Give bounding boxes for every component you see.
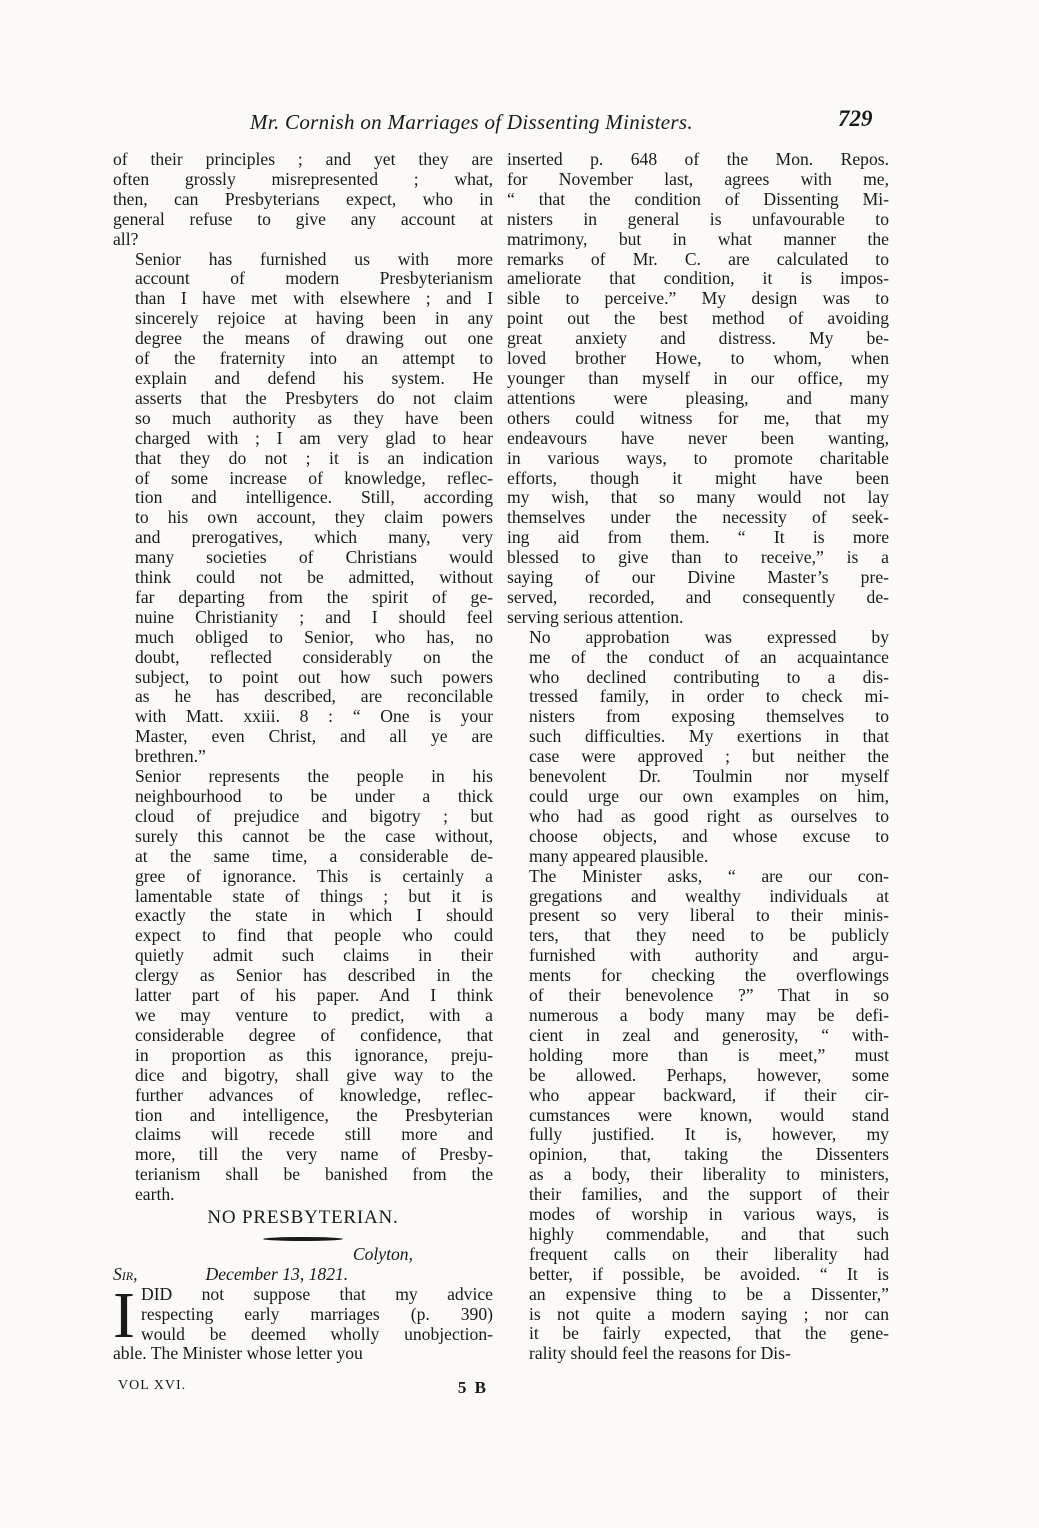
text-line: tressed family, in order to check mi- xyxy=(529,686,889,707)
text-line: cumstances were known, would stand xyxy=(529,1104,889,1125)
text-line: choose objects, and whose excuse to xyxy=(529,825,889,846)
text-line: loved brother Howe, to whom, when xyxy=(507,348,889,369)
text-line: sincerely rejoice at having been in any xyxy=(135,308,493,329)
text-line: “ that the condition of Dissenting Mi- xyxy=(507,188,889,209)
text-line: my wish, that so many would not lay xyxy=(507,487,889,508)
text-line: could urge our own examples on him, xyxy=(529,786,889,806)
letter-paragraph xyxy=(113,1278,493,1365)
text-line: neighbourhood to be under a thick xyxy=(135,786,493,806)
text-line: further advances of knowledge, reflec- xyxy=(135,1084,493,1105)
text-line: exactly the state in which I should xyxy=(135,905,493,926)
text-line: cloud of prejudice and bigotry ; but xyxy=(135,805,493,826)
text-line: account of modern Presbyterianism xyxy=(135,268,493,289)
text-line: lamentable state of things ; but it is xyxy=(135,885,493,906)
text-line: we may venture to predict, with a xyxy=(135,1004,493,1025)
text-line: their families, and the support of their xyxy=(529,1184,889,1205)
text-line: so much authority as they have been xyxy=(135,407,493,428)
text-line: expect to find that people who could xyxy=(135,925,493,946)
text-line: asserts that the Presbyters do not claim xyxy=(135,387,493,408)
text-line: inserted p. 648 of the Mon. Repos. xyxy=(507,149,889,169)
text-line: that they do not ; it is an indication xyxy=(135,447,493,468)
right-paragraph-3 xyxy=(507,867,889,1365)
text-line: me of the conduct of an acquaintance xyxy=(529,646,889,667)
signature-no-presbyterian: NO PRESBYTERIAN. xyxy=(207,1207,399,1229)
text-line: highly commendable, and that such xyxy=(529,1223,889,1244)
text-line: it be fairly expected, that the gene- xyxy=(529,1323,889,1344)
text-line: gregations and wealthy individuals at xyxy=(529,885,889,906)
text-line: many appeared plausible. xyxy=(529,845,709,866)
running-head: Mr. Cornish on Marriages of Dissenting Ministers. xyxy=(250,110,693,134)
text-line: present so very liberal to their minis- xyxy=(529,905,889,926)
text-line: far departing from the spirit of ge- xyxy=(135,586,493,607)
text-line: saying of our Divine Master’s pre- xyxy=(507,567,889,588)
text-line: rality should feel the reasons for Dis- xyxy=(529,1343,791,1364)
salutation: Sir, xyxy=(113,1263,138,1284)
text-line: great anxiety and distress. My be- xyxy=(507,328,889,349)
left-paragraph-2 xyxy=(113,250,493,768)
text-line: nisters from exposing themselves to xyxy=(529,706,889,727)
text-line: The Minister asks, “ are our con- xyxy=(529,865,889,886)
text-line: claims will recede still more and xyxy=(135,1124,493,1145)
letter-date: December 13, 1821. xyxy=(205,1263,349,1284)
text-line: then, can Presbyterians expect, who in xyxy=(113,188,493,209)
text-line: frequent calls on their liberality had xyxy=(529,1243,889,1264)
text-line: who appear backward, if their cir- xyxy=(529,1084,889,1105)
letter-salutation-line xyxy=(113,1265,493,1285)
signature-mark: 5 B xyxy=(457,1378,488,1397)
text-line: who declined contributing to a dis- xyxy=(529,666,889,687)
text-line: numerous a body many may be defi- xyxy=(529,1004,889,1025)
text-line: others could witness for me, that my xyxy=(507,407,889,428)
letter-dateline xyxy=(113,1245,493,1285)
text-line: of the fraternity into an attempt to xyxy=(135,348,493,369)
volume-label: VOL XVI. xyxy=(118,1378,187,1393)
letter-opening xyxy=(113,1278,493,1365)
page-footer xyxy=(118,1378,488,1398)
text-line: considerable degree of confidence, that xyxy=(135,1024,493,1045)
right-paragraph-2 xyxy=(507,628,889,867)
text-line: as he has described, are reconcilable xyxy=(135,686,493,707)
text-line: and prerogatives, which many, very xyxy=(135,527,493,548)
text-line: think could not be admitted, without xyxy=(135,567,493,588)
text-line: subject, to point out how such powers xyxy=(135,666,493,687)
text-line: able. The Minister whose letter you xyxy=(113,1343,363,1364)
text-line: remarks of Mr. C. are calculated to xyxy=(507,248,889,269)
text-line: No approbation was expressed by xyxy=(529,626,889,647)
text-line: much obliged to Senior, who has, no xyxy=(135,626,493,647)
text-line: furnished with authority and argu- xyxy=(529,945,889,966)
text-line: case were approved ; but neither the xyxy=(529,746,889,767)
text-line: charged with ; I am very glad to hear xyxy=(135,427,493,448)
text-line: many societies of Christians would xyxy=(135,547,493,568)
text-line: of some increase of knowledge, reflec- xyxy=(135,467,493,488)
text-line: in proportion as this ignorance, preju- xyxy=(135,1044,493,1065)
text-line: fully justified. It is, however, my xyxy=(529,1124,889,1145)
text-line: Senior represents the people in his xyxy=(135,766,493,787)
left-paragraph-3 xyxy=(113,767,493,1205)
text-line: ameliorate that condition, it is impos- xyxy=(507,268,889,289)
text-line: to his own account, they claim powers xyxy=(135,507,493,528)
page-number: 729 xyxy=(838,106,873,131)
text-line: who had as good right as ourselves to xyxy=(529,805,889,826)
left-paragraph-1 xyxy=(113,150,493,250)
text-line: at the same time, a considerable de- xyxy=(135,845,493,866)
text-line: dice and bigotry, shall give way to the xyxy=(135,1064,493,1085)
text-line: clergy as Senior has described in the xyxy=(135,965,493,986)
text-line: surely this cannot be the case without, xyxy=(135,825,493,846)
text-line: tion and intelligence. Still, according xyxy=(135,487,493,508)
ornamental-rule xyxy=(263,1237,343,1241)
text-line: ters, that they need to be publicly xyxy=(529,925,889,946)
text-line: respecting early marriages (p. 390) xyxy=(140,1303,493,1324)
text-line: attentions were pleasing, and many xyxy=(507,387,889,408)
text-line: Senior has furnished us with more xyxy=(135,248,493,269)
text-line: Master, even Christ, and all ye are xyxy=(135,726,493,747)
drop-cap: I xyxy=(113,1278,135,1352)
text-line: sible to perceive.” My design was to xyxy=(507,288,889,309)
text-line: cient in zeal and generosity, “ with- xyxy=(529,1024,889,1045)
text-line: blessed to give than to receive,” is a xyxy=(507,547,889,568)
text-line: holding more than is meet,” must xyxy=(529,1044,889,1065)
text-line: ments for checking the overflowings xyxy=(529,965,889,986)
text-line: would be deemed wholly unobjection- xyxy=(140,1323,493,1344)
text-line: ing aid from them. “ It is more xyxy=(507,527,889,548)
text-line: DID not suppose that my advice xyxy=(140,1283,493,1304)
text-line: be allowed. Perhaps, however, some xyxy=(529,1064,889,1085)
text-line: with Matt. xxiii. 8 : “ One is your xyxy=(135,706,493,727)
text-line: efforts, though it might have been xyxy=(507,467,889,488)
text-line: earth. xyxy=(135,1184,175,1205)
left-column xyxy=(113,150,493,1364)
text-line: such difficulties. My exertions in that xyxy=(529,726,889,747)
text-line: terianism shall be banished from the xyxy=(135,1164,493,1185)
text-line: all? xyxy=(113,228,139,249)
text-line: served, recorded, and consequently de- xyxy=(507,586,889,607)
text-line: benevolent Dr. Toulmin nor myself xyxy=(529,766,889,787)
text-line: themselves under the necessity of seek- xyxy=(507,507,889,528)
text-line: gree of ignorance. This is certainly a xyxy=(135,865,493,886)
text-line: an expensive thing to be a Dissenter,” xyxy=(529,1283,889,1304)
text-line: often grossly misrepresented ; what, xyxy=(113,168,493,189)
text-line: nuine Christianity ; and I should feel xyxy=(135,606,493,627)
text-line: as a body, their liberality to ministers, xyxy=(529,1164,889,1185)
right-column xyxy=(507,150,889,1364)
text-line: in various ways, to promote charitable xyxy=(507,447,889,468)
text-line: tion and intelligence, the Presbyterian xyxy=(135,1104,493,1125)
text-line: doubt, reflected considerably on the xyxy=(135,646,493,667)
text-line: better, if possible, be avoided. “ It is xyxy=(529,1263,889,1284)
text-line: degree the means of drawing out one xyxy=(135,328,493,349)
text-line: for November last, agrees with me, xyxy=(507,168,889,189)
text-line: is not quite a modern saying ; nor can xyxy=(529,1303,889,1324)
text-line: latter part of his paper. And I think xyxy=(135,985,493,1006)
text-line: general refuse to give any account at xyxy=(113,208,493,229)
text-line: opinion, that, taking the Dissenters xyxy=(529,1144,889,1165)
right-paragraph-1 xyxy=(507,150,889,628)
text-line: quietly admit such claims in their xyxy=(135,945,493,966)
text-line: of their principles ; and yet they are xyxy=(113,149,493,169)
text-line: of their benevolence ?” That in so xyxy=(529,985,889,1006)
text-line: younger than myself in our office, my xyxy=(507,367,889,388)
text-line: than I have met with elsewhere ; and I xyxy=(135,288,493,309)
letter-place: Colyton, xyxy=(352,1243,413,1264)
text-line: modes of worship in various ways, is xyxy=(529,1204,889,1225)
text-line: explain and defend his system. He xyxy=(135,367,493,388)
text-line: more, till the very name of Presby- xyxy=(135,1144,493,1165)
text-line: endeavours have never been wanting, xyxy=(507,427,889,448)
text-line: point out the best method of avoiding xyxy=(507,308,889,329)
text-line: brethren.” xyxy=(135,746,206,767)
text-line: serving serious attention. xyxy=(507,606,684,627)
text-line: matrimony, but in what manner the xyxy=(507,228,889,249)
text-line: nisters in general is unfavourable to xyxy=(507,208,889,229)
